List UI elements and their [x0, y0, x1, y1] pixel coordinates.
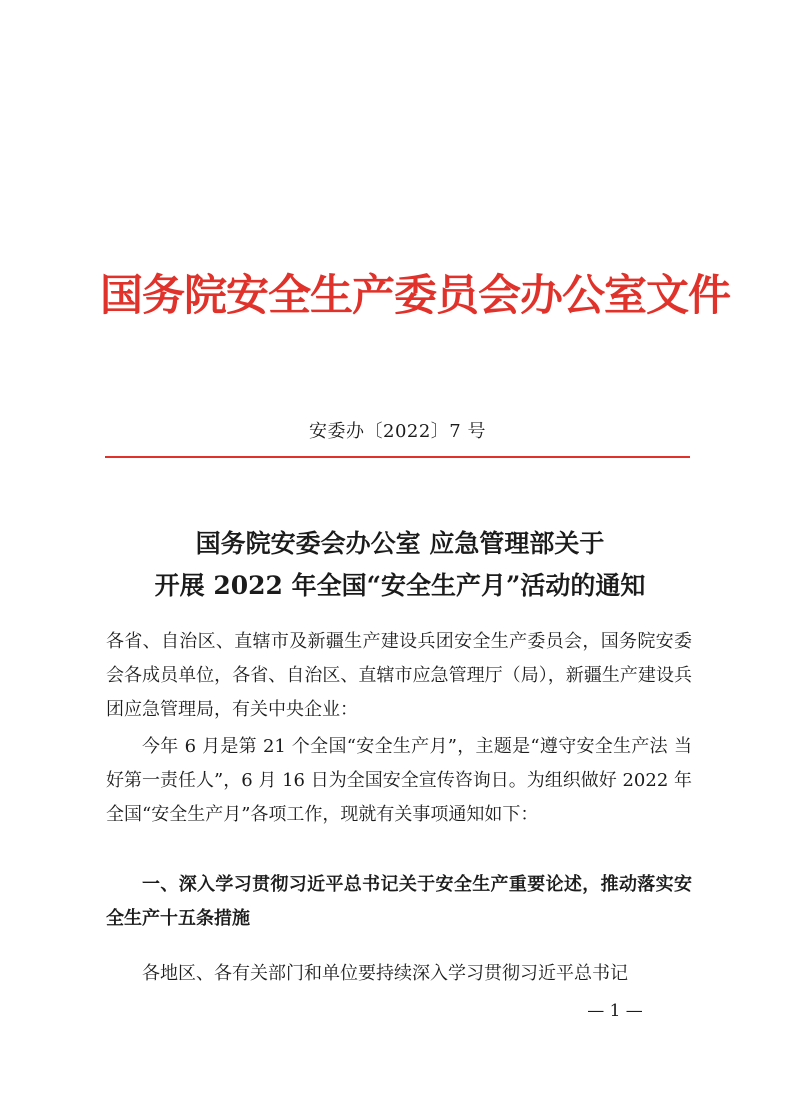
section-1-paragraph: 各地区、各有关部门和单位要持续深入学习贯彻习近平总书记	[142, 963, 628, 984]
notice-title-line-1: 国务院安委会办公室 应急管理部关于	[195, 529, 605, 558]
section-1-heading: 一、深入学习贯彻习近平总书记关于安全生产重要论述，推动落实安全生产十五条措施	[106, 874, 692, 929]
addressees-paragraph: 各省、自治区、直辖市及新疆生产建设兵团安全生产委员会，国务院安委会各成员单位，各省、自治区、直辖市应急管理厅（局），新疆生产建设兵团应急管理局，有关中央企业：	[106, 631, 692, 720]
red-divider-line	[105, 456, 690, 458]
issuing-authority-header: 国务院安全生产委员会办公室文件	[100, 271, 730, 321]
page-number: — 1 —	[587, 1001, 643, 1021]
notice-title-line-2: 开展 2022 年全国“安全生产月”活动的通知	[154, 571, 646, 600]
intro-paragraph: 今年 6 月是第 21 个全国“安全生产月”，主题是“遵守安全生产法 当好第一责任人”，6 月 16 日为全国安全宣传咨询日。为组织做好 2022 年全国“安全生产月”各项工作，现就有关事项通知如下：	[106, 736, 692, 825]
document-number: 安委办〔2022〕7 号	[309, 421, 486, 442]
